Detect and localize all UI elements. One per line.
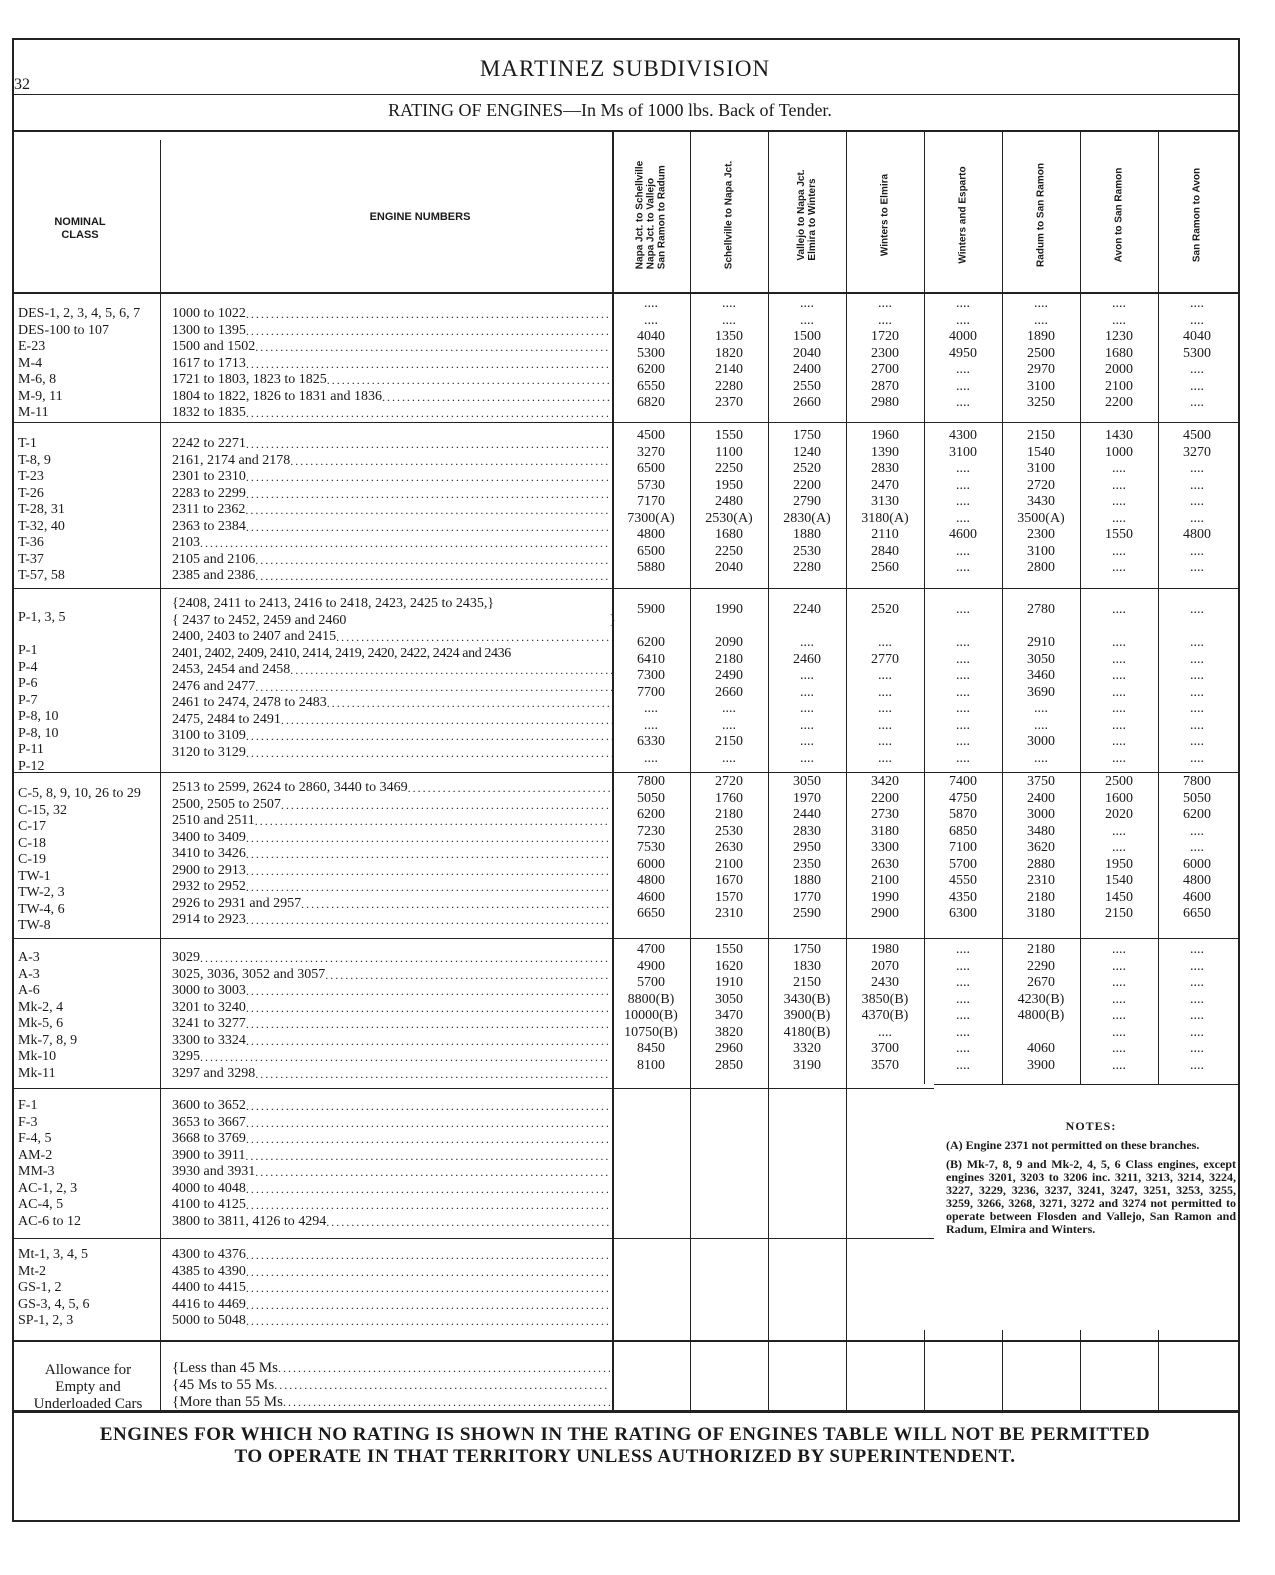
rating-col: 2520 .... 2770 .... .... .... .... .... .... <box>871 602 899 766</box>
rating-col: .... .... .... .... .... .... .... .... <box>1190 942 1204 1073</box>
header-col-winters-esparto: Winters and Esparto <box>957 166 969 264</box>
rating-col: 2780 2910 3050 3460 3690 .... .... 3000 .... <box>1027 602 1055 766</box>
allowance-row: {45 Ms to 55 Ms ..... <box>172 1377 610 1394</box>
engine-row: 2283 to 2299 ..... <box>172 486 610 503</box>
title-rule <box>14 94 1238 95</box>
engine-row: 2400, 2403 to 2407 and 2415 ..... <box>172 629 616 646</box>
page-number: 32 <box>14 76 30 93</box>
rating-col: 2150 1540 3100 2720 3430 3500(A) 2300 3100 2800 <box>1017 428 1065 575</box>
header-nominal-class: NOMINAL CLASS <box>54 216 106 241</box>
rating-col: .... .... 1230 1680 2000 2100 2200 <box>1105 296 1133 410</box>
header-col-vallejo: Vallejo to Napa Jct. Elmira to Winters <box>796 169 818 261</box>
engine-row: { 2437 to 2452, 2459 and 2460 } <box>172 612 616 628</box>
engine-row: 3400 to 3409 ..... <box>172 830 610 847</box>
allowance-row: {More than 55 Ms ..... <box>172 1394 610 1411</box>
rating-col: 1750 1240 2520 2200 2790 2830(A) 1880 2530 2280 <box>783 428 831 575</box>
column-rule <box>1002 1330 1003 1410</box>
rating-col: 7400 4750 5870 6850 7100 5700 4550 4350 6300 <box>949 774 977 921</box>
header-col-winters-elmira: Winters to Elmira <box>879 173 891 257</box>
engine-row: 4385 to 4390 ..... <box>172 1264 610 1281</box>
rating-col: 2720 1760 2180 2530 2630 2100 1670 1570 2310 <box>715 774 743 921</box>
rating-col: .... .... 1720 2300 2700 2870 2980 <box>871 296 899 410</box>
engine-row: 3000 to 3003 ..... <box>172 983 610 1000</box>
allowance-list <box>172 1360 610 1411</box>
class-list: Mt-1, 3, 4, 5 Mt-2 GS-1, 2 GS-3, 4, 5, 6 SP-1, 2, 3 <box>18 1247 90 1328</box>
rating-col: .... .... 1890 2500 2970 3100 3250 <box>1027 296 1055 410</box>
rating-col: 1960 1390 2830 2470 3130 3180(A) 2110 2840 2560 <box>861 428 909 575</box>
engine-row: 2461 to 2474, 2478 to 2483 ..... <box>172 695 616 712</box>
engine-row: 3930 and 3931 ..... <box>172 1164 610 1181</box>
section-rule <box>14 422 1238 423</box>
engine-row: 1721 to 1803, 1823 to 1825 ..... <box>172 372 610 389</box>
rating-col: 1550 1620 1910 3050 3470 3820 2960 2850 <box>715 942 743 1073</box>
rating-col: .... .... .... .... .... .... .... .... .... <box>1112 602 1126 766</box>
engine-row: 3800 to 3811, 4126 to 4294 ..... <box>172 1214 610 1231</box>
footer-warning: ENGINES FOR WHICH NO RATING IS SHOWN IN THE RATING OF ENGINES TABLE WILL NOT BE PERMITTED TO OPERATE IN THAT TERRITORY UNLESS AUTHORIZED BY SUPERINTENDENT. <box>99 1424 1151 1467</box>
header-col-avon: Avon to San Ramon <box>1113 167 1125 263</box>
engine-row: 3297 and 3298 ..... <box>172 1066 610 1083</box>
section-rule <box>14 1088 934 1089</box>
note-b: (B) Mk-7, 8, 9 and Mk-2, 4, 5, 6 Class engines, except engines 3201, 3203 to 3206 inc. 3211, 3213, 3214, 3224, 3227, 3229, 3236, 3237, 3241, 3247, 3251, 3253, 3255, 3259, 3266, 3268, 3271, 3272 and 3274 not permitted to operate between Flosden and Vallejo, San Ramon and Radum, Elmira and Winters. <box>946 1157 1236 1236</box>
engine-row: 3668 to 3769 ..... <box>172 1131 610 1148</box>
engine-list <box>172 1098 610 1230</box>
rating-col: .... .... .... .... .... .... .... .... .... <box>956 602 970 766</box>
rating-col: 3050 1970 2440 2830 2950 2350 1880 1770 2590 <box>793 774 821 921</box>
engine-row: 2476 and 2477 ..... <box>172 679 616 696</box>
engine-row: 2161, 2174 and 2178 ..... <box>172 453 610 470</box>
engine-row: 3410 to 3426 ..... <box>172 846 610 863</box>
rating-col: 2500 1600 2020 .... .... 1950 1540 1450 2150 <box>1105 774 1133 921</box>
engine-row: 3900 to 3911 ..... <box>172 1148 610 1165</box>
header-col-radum: Radum to San Ramon <box>1035 163 1047 267</box>
column-rule <box>1158 1330 1159 1410</box>
rating-col: 3420 2200 2730 3180 3300 2630 2100 1990 2900 <box>871 774 899 921</box>
header-engine-numbers: ENGINE NUMBERS <box>369 211 471 223</box>
engine-row: 4100 to 4125 ..... <box>172 1197 610 1214</box>
engine-row: 1804 to 1822, 1826 to 1831 and 1836 ..... <box>172 389 610 406</box>
engine-row: 2932 to 2952 ..... <box>172 879 610 896</box>
rating-col: .... .... .... .... .... .... .... .... <box>956 942 970 1073</box>
section-rule <box>14 292 1238 294</box>
engine-row: 2475, 2484 to 2491 ..... <box>172 712 616 729</box>
class-list: T-1 T-8, 9 T-23 T-26 T-28, 31 T-32, 40 T-36 T-37 T-57, 58 <box>18 436 65 583</box>
engine-list <box>172 436 610 585</box>
engine-row: 4416 to 4469 ..... <box>172 1297 610 1314</box>
allowance-label: Allowance for Empty and Underloaded Cars <box>33 1362 143 1412</box>
rating-col: .... .... .... .... .... .... .... .... <box>1112 942 1126 1073</box>
rating-col: .... .... 1500 2040 2400 2550 2660 <box>793 296 821 410</box>
engine-row: 1500 and 1502 ..... <box>172 339 610 356</box>
rating-col: .... .... 4000 4950 .... .... .... <box>949 296 977 410</box>
engine-row: 3653 to 3667 ..... <box>172 1115 610 1132</box>
engine-row: 2500, 2505 to 2507 ..... <box>172 797 610 814</box>
rating-col: 1980 2070 2430 3850(B) 4370(B) .... 3700 3570 <box>861 942 909 1073</box>
rating-col: 1750 1830 2150 3430(B) 3900(B) 4180(B) 3320 3190 <box>783 942 831 1073</box>
engine-row: 3600 to 3652 ..... <box>172 1098 610 1115</box>
rating-col: 7800 5050 6200 .... .... 6000 4800 4600 6650 <box>1183 774 1211 921</box>
section-rule <box>14 588 1238 589</box>
engine-row: 1617 to 1713 ..... <box>172 356 610 373</box>
engine-list <box>172 950 610 1082</box>
rating-col: 4300 3100 .... .... .... .... 4600 .... .... <box>949 428 977 575</box>
table-subtitle: RATING OF ENGINES—In Ms of 1000 lbs. Back of Tender. <box>388 100 832 120</box>
engine-row: 5000 to 5048 ..... <box>172 1313 610 1330</box>
section-rule <box>14 1238 934 1239</box>
engine-row: 3295 ..... <box>172 1049 610 1066</box>
column-rule <box>1080 1330 1081 1410</box>
engine-row: 2301 to 2310 ..... <box>172 469 610 486</box>
header-top-rule <box>14 130 1238 132</box>
engine-row: 4400 to 4415 ..... <box>172 1280 610 1297</box>
class-list: A-3 A-3 A-6 Mk-2, 4 Mk-5, 6 Mk-7, 8, 9 Mk-10 Mk-11 <box>18 950 78 1081</box>
rating-col: 4500 3270 6500 5730 7170 7300(A) 4800 6500 5880 <box>627 428 675 575</box>
engine-row: 2453, 2454 and 2458 ..... <box>172 662 616 679</box>
class-list: DES-1, 2, 3, 4, 5, 6, 7 DES-100 to 107 E-23 M-4 M-6, 8 M-9, 11 M-11 <box>18 306 141 420</box>
engine-row: {2408, 2411 to 2413, 2416 to 2418, 2423, 2425 to 2435,} <box>172 596 495 611</box>
engine-row: 2103 ..... <box>172 535 610 552</box>
header-col-schellville: Schellville to Napa Jct. <box>723 160 735 270</box>
section-rule <box>934 1084 1238 1085</box>
rating-col: 2240 .... 2460 .... .... .... .... .... .... <box>793 602 821 766</box>
class-list: P-1, 3, 5 P-1 P-4 P-6 P-7 P-8, 10 P-8, 10 P-11 P-12 <box>18 610 66 774</box>
rating-col: 5900 6200 6410 7300 7700 .... .... 6330 .... <box>637 602 665 766</box>
column-rule <box>924 1330 925 1410</box>
engine-row: 3241 to 3277 ..... <box>172 1016 610 1033</box>
rating-col: .... .... .... .... .... .... .... .... .... <box>1190 602 1204 766</box>
engine-row: 3201 to 3240 ..... <box>172 1000 610 1017</box>
engine-row: 2510 and 2511 ..... <box>172 813 610 830</box>
engine-row: 2311 to 2362 ..... <box>172 502 610 519</box>
rating-col: 4500 3270 .... .... .... .... 4800 .... .... <box>1183 428 1211 575</box>
engine-row: 3100 to 3109 ..... <box>172 728 616 745</box>
engine-row: 2105 and 2106 ..... <box>172 552 610 569</box>
rating-col: 2180 2290 2670 4230(B) 4800(B) 4060 3900 <box>1017 942 1065 1073</box>
rating-col: .... .... 4040 5300 6200 6550 6820 <box>637 296 665 410</box>
class-list: C-5, 8, 9, 10, 26 to 29 C-15, 32 C-17 C-18 C-19 TW-1 TW-2, 3 TW-4, 6 TW-8 <box>18 786 141 933</box>
engine-row: 2401, 2402, 2409, 2410, 2414, 2419, 2420, 2422, 2424 and 2436 <box>172 645 511 661</box>
rating-col: 1550 1100 2250 1950 2480 2530(A) 1680 2250 2040 <box>705 428 753 575</box>
engine-row: 1832 to 1835 ..... <box>172 405 610 422</box>
rating-col: 3750 2400 3000 3480 3620 2880 2310 2180 3180 <box>1027 774 1055 921</box>
engine-row: 3029 ..... <box>172 950 610 967</box>
page-title: MARTINEZ SUBDIVISION <box>479 56 771 81</box>
rating-col: 1990 2090 2180 2490 2660 .... .... 2150 .... <box>715 602 743 766</box>
engine-row: 1300 to 1395 ..... <box>172 323 610 340</box>
engine-list <box>172 780 610 929</box>
engine-row: 3120 to 3129 ..... <box>172 745 616 762</box>
engine-row: 2385 and 2386 ..... <box>172 568 610 585</box>
header-col-san-ramon-avon: San Ramon to Avon <box>1191 167 1203 263</box>
class-list: F-1 F-3 F-4, 5 AM-2 MM-3 AC-1, 2, 3 AC-4, 5 AC-6 to 12 <box>18 1098 81 1229</box>
engine-row: 2926 to 2931 and 2957 ..... <box>172 896 610 913</box>
allowance-row: {Less than 45 Ms ..... <box>172 1360 610 1377</box>
engine-row: 2513 to 2599, 2624 to 2860, 3440 to 3469 ..... <box>172 780 610 797</box>
engine-list <box>172 1247 610 1330</box>
rating-col: 1430 1000 .... .... .... .... 1550 .... .... <box>1105 428 1133 575</box>
notes-box <box>946 1120 1236 1242</box>
note-a: (A) Engine 2371 not permitted on these branches. <box>946 1138 1200 1152</box>
section-rule <box>14 938 1238 939</box>
engine-list <box>172 596 616 761</box>
engine-row: 3300 to 3324 ..... <box>172 1033 610 1050</box>
section-rule <box>14 772 1238 773</box>
engine-list <box>172 306 610 422</box>
rating-col: 7800 5050 6200 7230 7530 6000 4800 4600 6650 <box>637 774 665 921</box>
notes-heading: NOTES: <box>1065 1119 1117 1133</box>
engine-row: 3025, 3036, 3052 and 3057 ..... <box>172 967 610 984</box>
header-col-napa-jct: Napa Jct. to Schellville Napa Jct. to Vallejo San Ramon to Radum <box>634 160 668 270</box>
column-rule <box>160 140 161 1410</box>
rating-col: .... .... 1350 1820 2140 2280 2370 <box>715 296 743 410</box>
engine-row: 1000 to 1022 ..... <box>172 306 610 323</box>
engine-row: 2242 to 2271 ..... <box>172 436 610 453</box>
rating-col: 4700 4900 5700 8800(B) 10000(B) 10750(B) 8450 8100 <box>624 942 678 1073</box>
engine-row: 2363 to 2384 ..... <box>172 519 610 536</box>
engine-row: 4000 to 4048 ..... <box>172 1181 610 1198</box>
rating-col: .... .... 4040 5300 .... .... .... <box>1183 296 1211 410</box>
engine-row: 4300 to 4376 ..... <box>172 1247 610 1264</box>
engine-row: 2900 to 2913 ..... <box>172 863 610 880</box>
engine-row: 2914 to 2923 ..... <box>172 912 610 929</box>
section-rule <box>14 1340 1238 1342</box>
